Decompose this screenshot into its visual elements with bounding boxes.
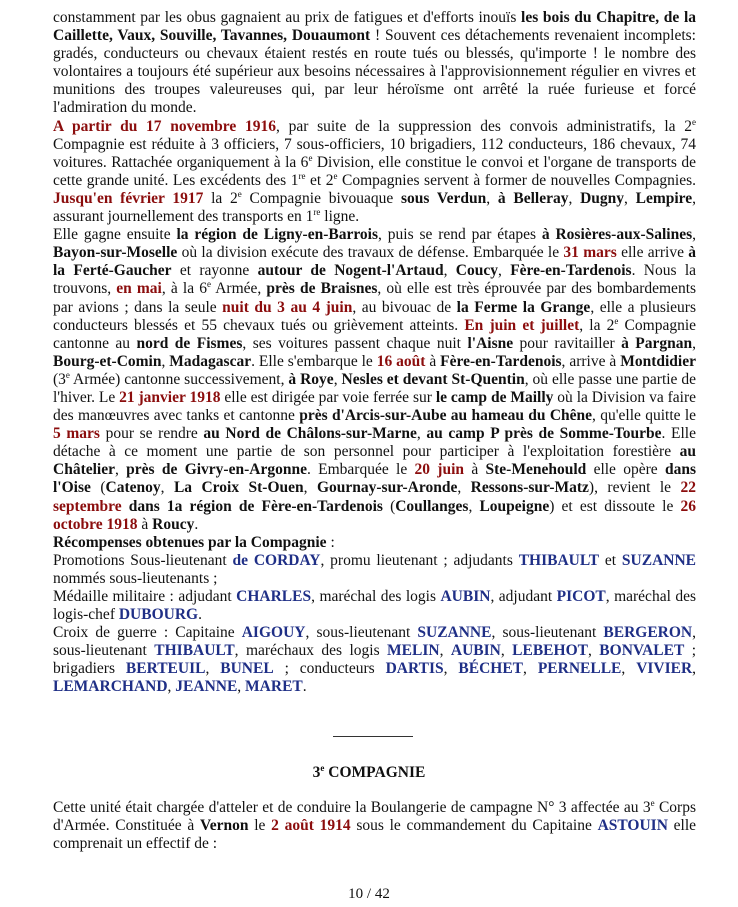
page-number: 10 / 42 bbox=[348, 886, 390, 902]
body-text bbox=[53, 9, 696, 697]
section-heading: 3e COMPAGNIE bbox=[312, 763, 426, 781]
rewards-heading: Récompenses obtenues par la Compagnie : bbox=[53, 533, 335, 551]
paragraph-november-1916: A partir du 17 novembre 1916, par suite de la suppression des convois administratifs, la 2e Compagnie est réduite à 3 officiers, 7 sous-officiers, 10 brigadiers, 112 conducteurs, 186 chevaux, 74 voitures. Rattachée organiquement à la 6e Division, elle constitue le convoi et l'organe de transports de cette grande unité. Les excédents des 1re et 2e Compagnies servent à former de nouvelles Compagnies. Jusqu'en février 1917 la 2e Compagnie bivouaque sous Verdun, à Belleray, Dugny, Lempire, assurant journellement des transports en 1re ligne. bbox=[53, 116, 697, 226]
paragraph-itinerary: Elle gagne ensuite la région de Ligny-en-Barrois, puis se rend par étapes à Rosières-aux-Salines, Bayon-sur-Moselle où la division exécute des travaux de défense. Embarquée le 31 mars elle arrive à la Ferté-Gaucher et rayonne autour de Nogent-l'Artaud, Coucy, Fère-en-Tardenois. Nous la trouvons, en mai, à la 6e Armée, près de Braisnes, où elle est très éprouvée par des bombardements par avions ; dans la seule nuit du 3 au 4 juin, au bivouac de la Ferme la Grange, elle a plusieurs conducteurs blessés et 55 chevaux tués ou grièvement atteints. En juin et juillet, la 2e Compagnie cantonne au nord de Fismes, ses voitures passent chaque nuit l'Aisne pour ravitailler à Pargnan, Bourg-et-Comin, Madagascar. Elle s'embarque le 16 août à Fère-en-Tardenois, arrive à Montdidier (3e Armée) cantonne successivement, à Roye, Nesles et devant St-Quentin, où elle passe une partie de l'hiver. Le 21 janvier 1918 elle est dirigée par voie ferrée sur le camp de Mailly où la Division va faire des manœuvres avec tanks et cantonne près d'Arcis-sur-Aube au hameau du Chêne, qu'elle quitte le 5 mars pour se rendre au Nord de Châlons-sur-Marne, au camp P près de Somme-Tourbe. Elle détache à ce moment une partie de son personnel pour participer à l'exploitation forestière au Châtelier, près de Givry-en-Argonne. Embarquée le 20 juin à Ste-Menehould elle opère dans l'Oise (Catenoy, La Croix St-Ouen, Gournay-sur-Aronde, Ressons-sur-Matz), revient le 22 septembre dans 1a région de Fère-en-Tardenois (Coullanges, Loupeigne) et est dissoute le 26 octobre 1918 à Roucy. bbox=[53, 226, 697, 533]
paragraph-promotions: Promotions Sous-lieutenant de CORDAY, promu lieutenant ; adjudants THIBAULT et SUZANNE nommés sous-lieutenants ; bbox=[53, 551, 696, 587]
paragraph-third-company: Cette unité était chargée d'atteler et de conduire la Boulangerie de campagne N° 3 affectée au 3e Corps d'Armée. Constituée à Vernon le 2 août 1914 sous le commandement du Capitaine ASTOUIN elle comprenait un effectif de : bbox=[53, 798, 697, 853]
paragraph-military-medal: Médaille militaire : adjudant CHARLES, maréchal des logis AUBIN, adjudant PICOT, maréchal des logis-chef DUBOURG. bbox=[53, 588, 697, 624]
section-divider bbox=[333, 736, 413, 737]
paragraph-war-cross: Croix de guerre : Capitaine AIGOUY, sous-lieutenant SUZANNE, sous-lieutenant BERGERON, sous-lieutenant THIBAULT, maréchaux des logis MELIN, AUBIN, LEBEHOT, BONVALET ; brigadiers BERTEUIL, BUNEL ; conducteurs DARTIS, BÉCHET, PERNELLE, VIVIER, LEMARCHAND, JEANNE, MARET. bbox=[53, 624, 697, 696]
section-3-text bbox=[53, 799, 696, 853]
paragraph-verdun-detachments: constamment par les obus gagnaient au prix de fatigues et d'efforts inouïs les bois du Chapitre, de la Caillette, Vaux, Souville, Tavannes, Douaumont ! Souvent ces détachements revenaient incomplets: gradés, conducteurs ou chevaux étaient restés en route tués ou blessés, qu'importe ! le nombre des volontaires a toujours été supérieur aux besoins nécessaires à l'approvisionnement régulier en vivres et munitions des troupes valeureuses qui, par leur héroïsme ont arrêté la ruée furieuse et forcé l'admiration du monde. bbox=[53, 9, 697, 117]
